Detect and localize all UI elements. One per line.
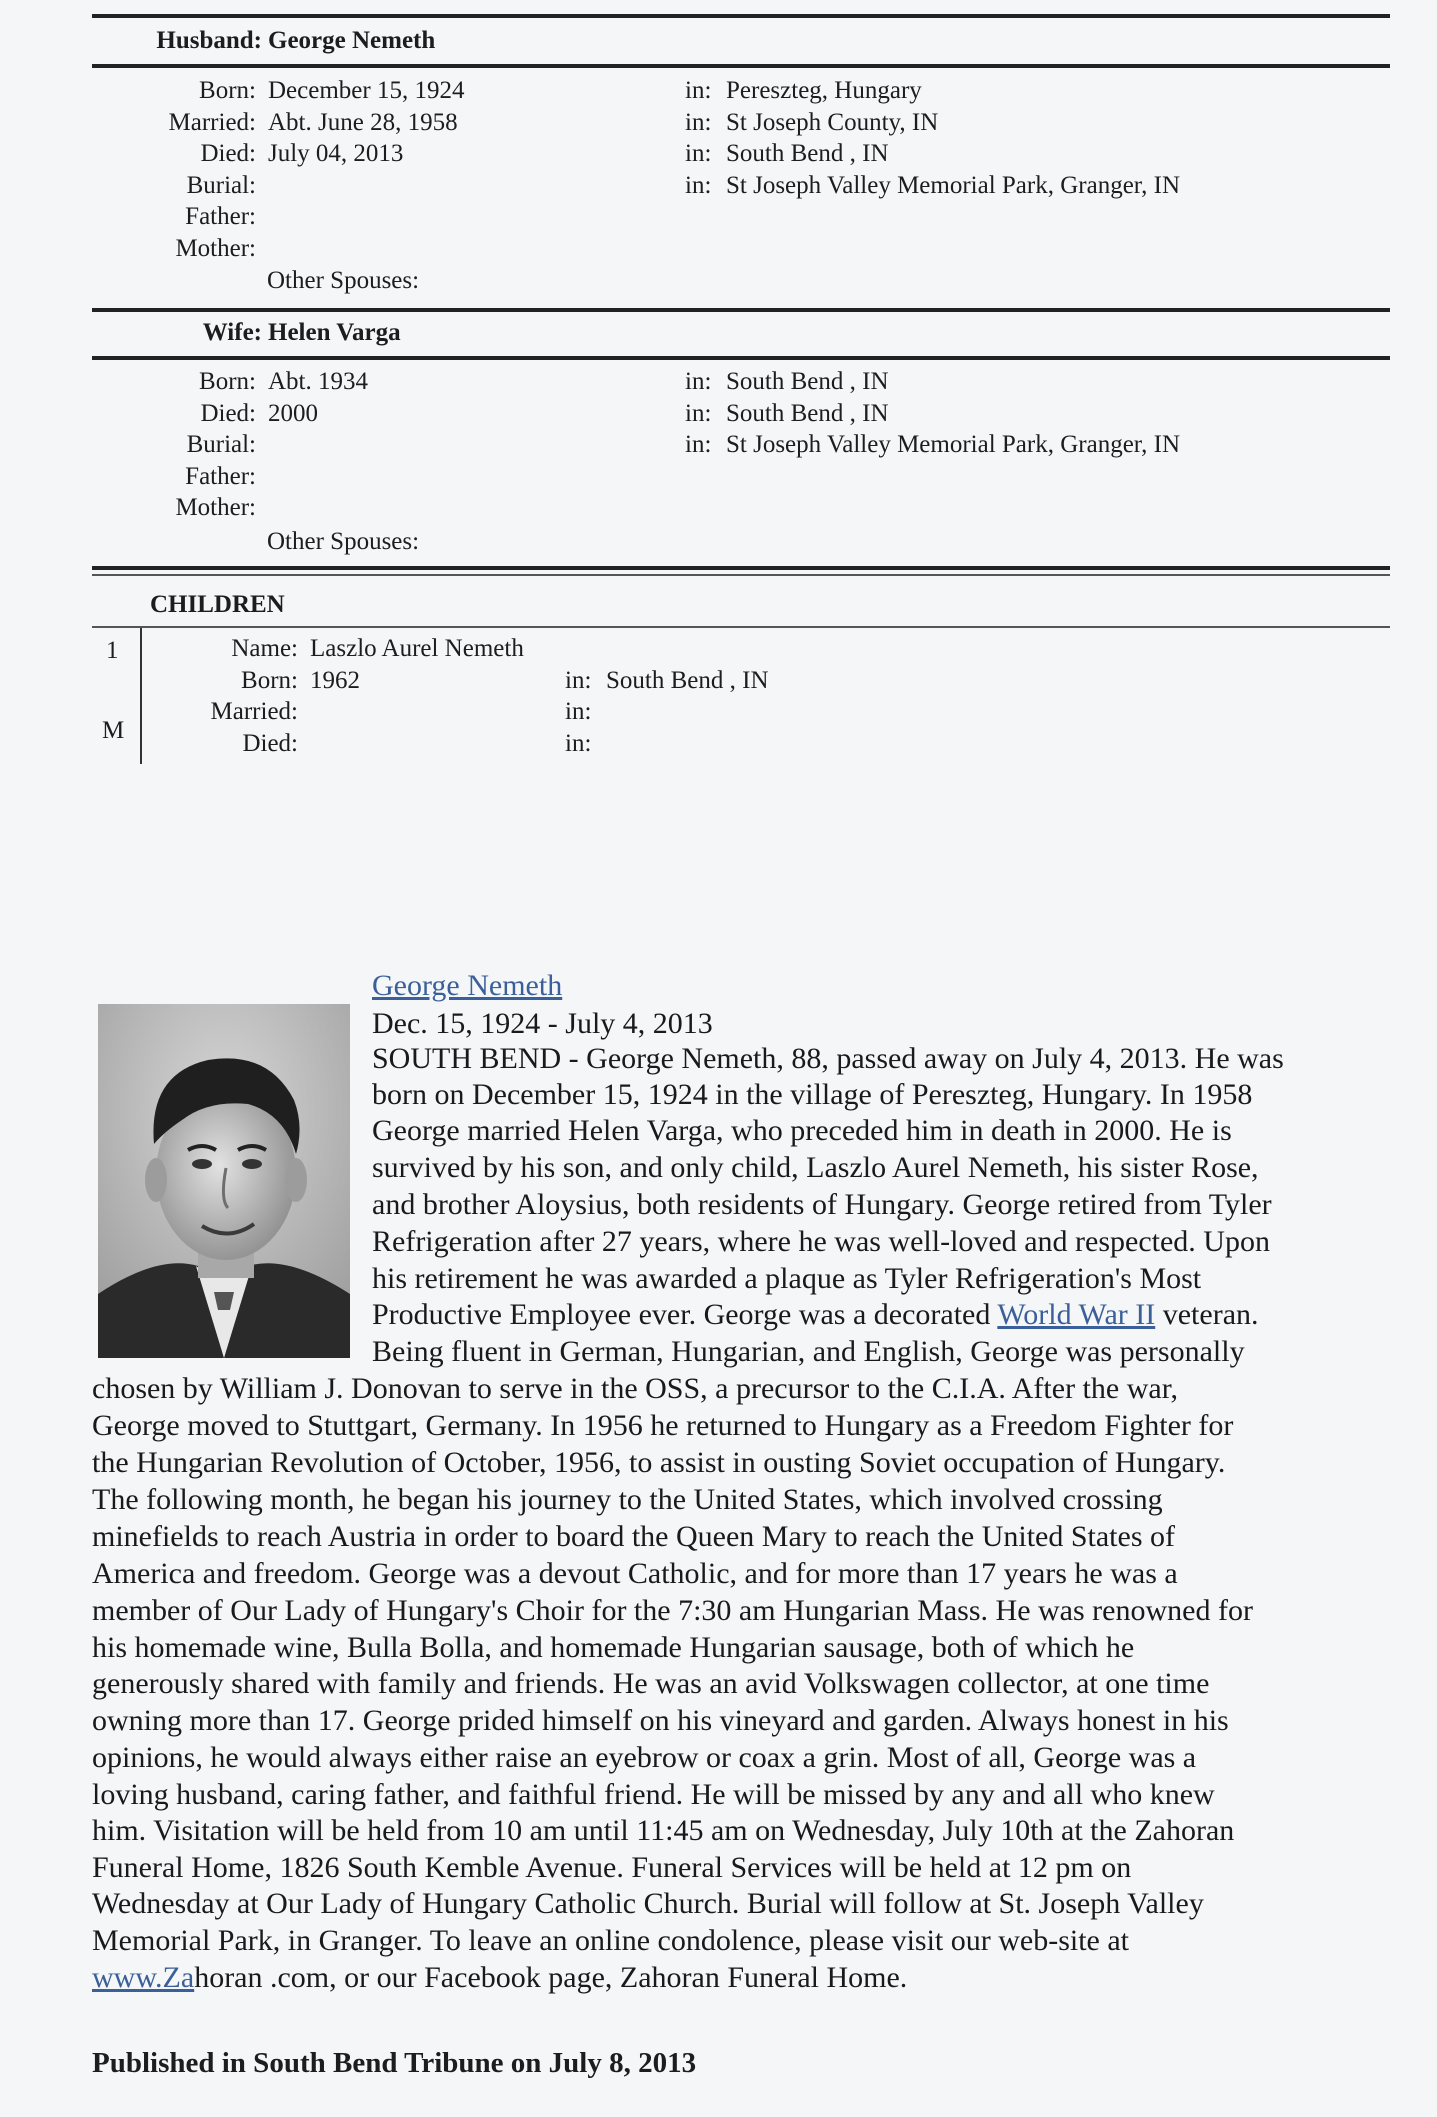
obituary-line — [92, 1630, 1134, 1666]
wife-name: Helen Varga — [268, 319, 401, 346]
wife-rule — [92, 356, 1390, 360]
husband-name: George Nemeth — [268, 27, 436, 54]
obituary-line — [92, 1850, 1131, 1886]
obituary-line-text: member of Our Lady of Hungary's Choir for the 7:30 am Hungarian Mass. He was renowned for — [92, 1594, 1253, 1627]
obituary-line-text: generously shared with family and friends. He was an avid Volkswagen collector, at one time — [92, 1667, 1210, 1700]
obituary-line — [92, 1556, 1178, 1592]
obituary-line — [92, 1813, 1234, 1849]
husband-rule — [92, 64, 1390, 68]
obituary-line — [92, 1408, 1233, 1444]
fact-label: Burial: — [186, 171, 256, 199]
obituary-line — [372, 1224, 1270, 1260]
obituary-line — [372, 1006, 713, 1042]
fact-value: Laszlo Aurel Nemeth — [310, 635, 524, 662]
fact-in-label: in: — [685, 368, 712, 395]
fact-in-label: in: — [685, 171, 712, 199]
obituary-link[interactable]: World War II — [997, 1298, 1156, 1331]
obituary-line — [92, 1666, 1209, 1702]
fact-label: Father: — [185, 203, 256, 231]
obituary-line-text: loving husband, caring father, and faithful friend. He will be missed by any and all who knew — [92, 1778, 1215, 1811]
obituary-link[interactable]: www.Za — [92, 1961, 195, 1994]
obituary-line-tail: veteran. — [1155, 1298, 1259, 1331]
fact-in-label: in: — [565, 729, 592, 757]
obituary-line — [372, 1077, 1252, 1113]
obituary-line — [92, 1593, 1253, 1629]
obituary-line — [372, 1334, 1245, 1370]
obituary-line — [372, 1150, 1259, 1186]
fact-label: Married: — [210, 698, 298, 726]
obituary-line-text: chosen by William J. Donovan to serve in the OSS, a precursor to the C.I.A. After the war, — [92, 1372, 1178, 1405]
portrait-illustration — [98, 1004, 350, 1358]
fact-label: Died: — [200, 399, 256, 427]
child-number: 1 — [106, 637, 119, 664]
obituary-line — [92, 1445, 1225, 1481]
husband-heading-label: Husband: — [156, 27, 262, 54]
fact-in-label: in: — [685, 108, 712, 136]
fact-label: Died: — [242, 729, 298, 757]
obituary-line — [372, 1041, 1284, 1077]
fact-place: South Bend , IN — [606, 666, 769, 694]
portrait-photo — [98, 1004, 350, 1358]
obituary-line-text: The following month, he began his journey to the United States, which involved crossing — [92, 1483, 1163, 1516]
fact-in-label: in: — [685, 77, 712, 104]
children-header-rule — [92, 626, 1390, 628]
obituary-line-text: Dec. 15, 1924 - July 4, 2013 — [372, 1007, 713, 1040]
obituary-line — [92, 1740, 1196, 1776]
husband-other-spouses: Other Spouses: — [267, 267, 420, 294]
obituary-line — [372, 1113, 1232, 1149]
children-heading: CHILDREN — [150, 591, 285, 618]
obituary-line — [92, 1371, 1178, 1407]
obituary-line-text: Wednesday at Our Lady of Hungary Catholic Church. Burial will follow at St. Joseph Valley — [92, 1887, 1204, 1920]
obituary-title[interactable]: George Nemeth — [372, 969, 563, 1002]
fact-in-label: in: — [565, 666, 592, 694]
obituary-line-tail: horan .com, or our Facebook page, Zahoran Funeral Home. — [194, 1961, 908, 1994]
fact-place: St Joseph Valley Memorial Park, Granger, IN — [726, 171, 1181, 199]
obituary-line — [92, 1923, 1129, 1959]
fact-in-label: in: — [685, 431, 712, 459]
fact-value: Abt. June 28, 1958 — [268, 108, 458, 136]
fact-place: South Bend , IN — [726, 368, 889, 395]
top-rule — [92, 14, 1390, 18]
obituary-line-text: the Hungarian Revolution of October, 1956, to assist in ousting Soviet occupation of Hungary. — [92, 1446, 1226, 1479]
obituary-line-text: survived by his son, and only child, Laszlo Aurel Nemeth, his sister Rose, — [372, 1151, 1259, 1184]
fact-value: July 04, 2013 — [268, 140, 404, 168]
obituary-line-text: Being fluent in German, Hungarian, and English, George was personally — [372, 1335, 1245, 1368]
fact-label: Father: — [185, 462, 256, 490]
obituary-line — [372, 1297, 1259, 1333]
obituary-line-text: minefields to reach Austria in order to board the Queen Mary to reach the United States of — [92, 1520, 1175, 1553]
fact-place: South Bend , IN — [726, 399, 889, 427]
fact-label: Born: — [199, 368, 256, 395]
obituary-line — [92, 1960, 907, 1996]
obituary-line-text: Memorial Park, in Granger. To leave an online condolence, please visit our web-site at — [92, 1924, 1130, 1957]
obituary-line-text: born on December 15, 1924 in the village of Pereszteg, Hungary. In 1958 — [372, 1078, 1253, 1111]
fact-label: Born: — [199, 77, 256, 104]
fact-label: Died: — [200, 140, 256, 168]
fact-label: Name: — [231, 635, 298, 662]
fact-place: Pereszteg, Hungary — [726, 77, 922, 104]
obituary-line-text: him. Visitation will be held from 10 am until 11:45 am on Wednesday, July 10th at the Zahoran — [92, 1814, 1235, 1847]
fact-value: Abt. 1934 — [268, 368, 368, 395]
fact-label: Mother: — [175, 494, 256, 522]
obituary-line-text: his retirement he was awarded a plaque as Tyler Refrigeration's Most — [372, 1262, 1202, 1295]
obituary-line — [92, 1703, 1229, 1739]
obituary-line-text: George moved to Stuttgart, Germany. In 1956 he returned to Hungary as a Freedom Fighter for — [92, 1409, 1234, 1442]
fact-place: South Bend , IN — [726, 140, 889, 168]
obituary-line-text: opinions, he would always either raise an eyebrow or coax a grin. Most of all, George was a — [92, 1741, 1197, 1774]
obituary-line-text: Refrigeration after 27 years, where he was well-loved and respected. Upon — [372, 1225, 1270, 1258]
child-sex: M — [102, 717, 125, 744]
fact-label: Burial: — [186, 431, 256, 459]
fact-value: 1962 — [310, 666, 360, 694]
fact-label: Born: — [241, 666, 298, 694]
wife-heading-label: Wife: — [202, 319, 262, 346]
obituary-line — [92, 1482, 1163, 1518]
fact-place: St Joseph County, IN — [726, 108, 939, 136]
fact-value: December 15, 1924 — [268, 77, 465, 104]
children-top-rule — [92, 566, 1390, 570]
obituary-line-text: Productive Employee ever. George was a decorated — [372, 1298, 998, 1331]
fact-in-label: in: — [685, 399, 712, 427]
fact-place: St Joseph Valley Memorial Park, Granger, IN — [726, 431, 1181, 459]
wife-top-rule — [92, 308, 1390, 312]
fact-label: Married: — [168, 108, 256, 136]
obituary-line-text: and brother Aloysius, both residents of Hungary. George retired from Tyler — [372, 1188, 1272, 1221]
obituary-line-text: George married Helen Varga, who preceded him in death in 2000. He is — [372, 1114, 1232, 1147]
obituary-line-text: owning more than 17. George prided himself on his vineyard and garden. Always honest in his — [92, 1704, 1229, 1737]
obituary-line — [92, 1519, 1175, 1555]
obituary-line-text: Funeral Home, 1826 South Kemble Avenue. Funeral Services will be held at 12 pm on — [92, 1851, 1132, 1884]
fact-label: Mother: — [175, 235, 256, 262]
obituary-line — [92, 1777, 1215, 1813]
obituary-line-text: America and freedom. George was a devout Catholic, and for more than 17 years he was a — [92, 1557, 1178, 1590]
fact-in-label: in: — [685, 140, 712, 168]
published-note: Published in South Bend Tribune on July 8, 2013 — [92, 2047, 697, 2079]
obituary-line-text: SOUTH BEND - George Nemeth, 88, passed away on July 4, 2013. He was — [372, 1042, 1284, 1075]
obituary-line — [372, 1187, 1272, 1223]
obituary-line — [92, 1886, 1204, 1922]
obituary-line-text: his homemade wine, Bulla Bolla, and homemade Hungarian sausage, both of which he — [92, 1631, 1135, 1664]
wife-other-spouses: Other Spouses: — [267, 528, 420, 555]
children-double-rule — [92, 574, 1390, 576]
obituary-line — [372, 1261, 1201, 1297]
fact-value: 2000 — [268, 399, 318, 427]
fact-in-label: in: — [565, 698, 592, 726]
